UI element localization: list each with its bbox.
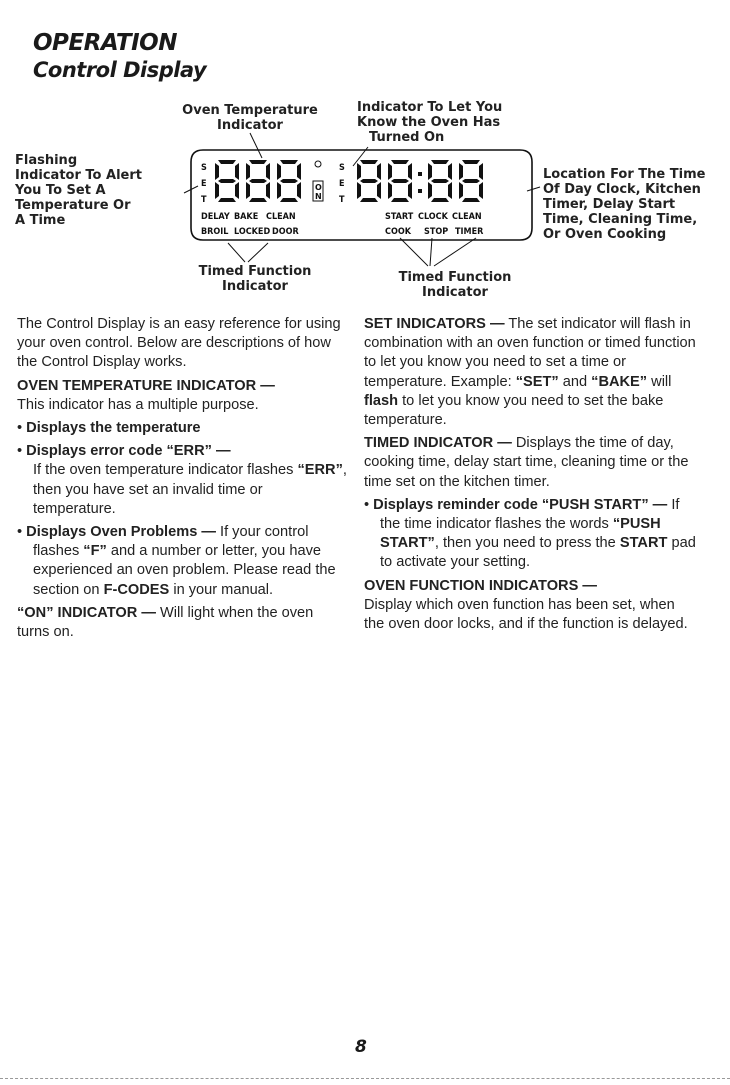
lcd-colon-top (418, 172, 422, 176)
bullet2-head: Displays error code “ERR” — (26, 443, 231, 460)
lcd-label-timer: TIMER (455, 227, 484, 237)
set-b: “SET” (515, 373, 559, 390)
on-callout-line2: Know the Oven Has (357, 115, 501, 130)
lcd-on-o: O (315, 183, 322, 192)
lcd-label-start: START (385, 212, 414, 222)
lcd-label-clean-left: CLEAN (266, 212, 296, 222)
lcd-set-left-e: E (201, 179, 207, 189)
loc-callout-line5: Or Oven Cooking (543, 227, 667, 242)
on-callout-line1: Indicator To Let You (357, 100, 503, 115)
set-d: “BAKE” (591, 373, 648, 390)
oven-temp-heading: OVEN TEMPERATURE INDICATOR — (17, 377, 275, 394)
bullet3-d: F-CODES (103, 581, 170, 598)
section-title: OPERATION (33, 30, 177, 56)
bullet3-e: in your manual. (169, 581, 274, 598)
push-start-b: “PUSH START” (380, 516, 661, 552)
bullet2-a: If the oven temperature indicator flashes (33, 462, 298, 479)
bullet1-text: Displays the temperature (26, 420, 201, 437)
flashing-callout-line5: A Time (15, 213, 66, 228)
flashing-callout-line4: Temperature Or (15, 198, 131, 213)
lcd-colon-bottom (418, 189, 422, 193)
lcd-digit (459, 160, 483, 202)
set-a: The set indicator will flash in combination with an oven function or timed function to let you know you need to set a time or temperature. Example: (364, 316, 696, 390)
set-e: will (647, 373, 672, 390)
oven-function-paragraph (364, 577, 699, 635)
lcd-digit (277, 160, 301, 202)
bullet3-b: “F” (83, 543, 107, 560)
push-start-c: , then you need to press the (434, 535, 620, 552)
lcd-digit (428, 160, 452, 202)
lcd-set-right-s: S (339, 163, 345, 173)
lcd-digit (215, 160, 239, 202)
push-start-e: pad to activate your setting. (380, 535, 696, 571)
bullet3-head: Displays Oven Problems — (26, 524, 216, 541)
lcd-set-left-t: T (201, 195, 207, 205)
flashing-callout-line3: You To Set A (15, 183, 106, 198)
flashing-callout-line2: Indicator To Alert (15, 168, 142, 183)
lcd-set-left-s: S (201, 163, 207, 173)
func-heading: OVEN FUNCTION INDICATORS — (364, 577, 597, 594)
lcd-label-door: DOOR (272, 227, 299, 237)
lcd-label-bake: BAKE (234, 212, 259, 222)
push-start-a: If the time indicator flashes the words (380, 496, 680, 533)
bullet-oven-problems: • Displays Oven Problems — If your control flashes “F” and a number or letter, you have experienced an oven problem. Please read the section on F-CODES in your manual. (17, 524, 336, 598)
degree-symbol-icon (315, 161, 321, 167)
oven-temp-callout-line1: Oven Temperature (182, 103, 318, 118)
intro-paragraph: The Control Display is an easy reference for using your oven control. Below are descriptions of how the Control Display works. (17, 316, 341, 371)
lcd-label-cook: COOK (385, 227, 411, 237)
on-text: Will light when the oven turns on. (17, 604, 314, 641)
lcd-label-clean-right: CLEAN (452, 212, 482, 222)
lcd-label-clock: CLOCK (418, 212, 448, 222)
flashing-callout-line1: Flashing (15, 153, 78, 168)
bullet-error-code: • Displays error code “ERR” — If the oven temperature indicator flashes “ERR”, then you have set an invalid time or temperature. (17, 443, 347, 517)
set-c: and (558, 373, 592, 390)
bullet-push-start: • Displays reminder code “PUSH START” — If the time indicator flashes the words “PUSH START”, then you need to press the START pad to activate your setting. (364, 496, 696, 571)
oven-temp-text: This indicator has a multiple purpose. (17, 396, 259, 413)
lcd-label-broil: BROIL (201, 227, 229, 237)
lcd-time-digits (357, 160, 483, 202)
set-g: to let you know you need to set the bake temperature. (364, 392, 664, 429)
bottom-rule (0, 1078, 730, 1079)
lcd-label-stop: STOP (424, 227, 449, 237)
lcd-temp-digits (215, 160, 301, 202)
timed-right-line2: Indicator (422, 285, 488, 300)
set-indicators-paragraph (364, 315, 699, 430)
loc-callout-line3: Timer, Delay Start (543, 197, 676, 212)
page-number: 8 (355, 1037, 367, 1057)
lcd-on-n: N (315, 192, 322, 201)
on-callout-line3: Turned On (369, 130, 445, 145)
lcd-digit (357, 160, 381, 202)
push-start-d: START (619, 535, 668, 552)
timed-right-line1: Timed Function (398, 270, 512, 285)
bullet3-a: If your control flashes (33, 524, 309, 560)
control-display-lcd (0, 0, 730, 300)
lcd-label-locked: LOCKED (234, 227, 271, 237)
bullet2-c: , then you have set an invalid time or temperature. (33, 462, 347, 517)
push-start-head: Displays reminder code “PUSH START” — (373, 496, 668, 513)
bullet2-b: “ERR” (297, 462, 343, 479)
set-heading: SET INDICATORS — (364, 316, 505, 332)
bullet-display-temperature: • Displays the temperature (17, 420, 201, 437)
section-subtitle: Control Display (33, 58, 207, 82)
loc-callout-line1: Location For The Time (543, 167, 706, 182)
func-text: Display which oven function has been set, when the oven door locks, and if the function is delayed. (364, 596, 688, 633)
right-column (364, 315, 699, 634)
loc-callout-line4: Time, Cleaning Time, (543, 212, 698, 227)
left-column (17, 315, 347, 646)
timed-text: Displays the time of day, cooking time, delay start time, cleaning time or the time set on the kitchen timer. (364, 435, 689, 490)
loc-callout-line2: Of Day Clock, Kitchen (543, 182, 701, 197)
lcd-digit (388, 160, 412, 202)
lcd-set-right-e: E (339, 179, 345, 189)
timed-left-line2: Indicator (222, 279, 288, 294)
timed-indicator-paragraph (364, 434, 699, 492)
lcd-digit (246, 160, 270, 202)
lcd-set-right-t: T (339, 195, 345, 205)
set-f: flash (364, 392, 399, 409)
oven-temp-callout-line2: Indicator (217, 118, 283, 133)
on-indicator-paragraph (17, 604, 347, 642)
bullet3-c: and a number or letter, you have experienced an oven problem. Please read the section on (33, 543, 336, 598)
timed-heading: TIMED INDICATOR — (364, 435, 512, 452)
lcd-label-delay: DELAY (201, 212, 230, 222)
timed-left-line1: Timed Function (198, 264, 312, 279)
on-heading: “ON” INDICATOR — (17, 604, 156, 621)
